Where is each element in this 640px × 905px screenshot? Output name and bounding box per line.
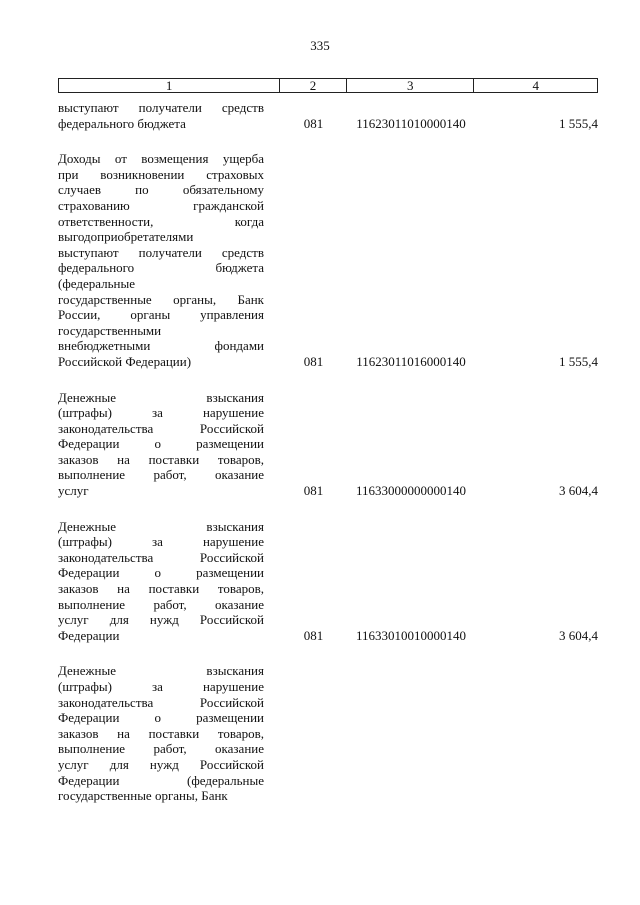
description-line: законодательства Российской — [58, 420, 264, 436]
row-description — [58, 663, 264, 803]
row-description — [58, 100, 264, 131]
description-line: государственные органы, Банк — [58, 788, 228, 804]
description-line: (штрафы) за нарушение — [58, 405, 264, 421]
description-line: выступают получатели средств — [58, 244, 264, 260]
description-line: Российской Федерации) — [58, 353, 192, 369]
description-line: выполнение работ, оказание — [58, 596, 264, 612]
admin-code-cell: 081 — [303, 483, 324, 499]
table-row — [58, 100, 598, 131]
description-line: заказов на поставки товаров, — [58, 725, 264, 741]
description-line: заказов на поставки товаров, — [58, 581, 264, 597]
description-line: при возникновении страховых — [58, 166, 264, 182]
row-description — [58, 519, 264, 644]
row-description — [58, 151, 264, 369]
description-line: выполнение работ, оказание — [58, 467, 264, 483]
header-col-1: 1 — [59, 79, 280, 92]
admin-code-cell: 081 — [303, 627, 324, 643]
header-col-4: 4 — [532, 78, 539, 93]
description-line: (федеральные — [58, 275, 135, 291]
description-line: ответственности, когда — [58, 213, 264, 229]
amount-cell: 3 604,4 — [559, 483, 598, 499]
table-row — [58, 151, 598, 369]
budget-code-cell: 11633010010000140 — [355, 627, 467, 643]
admin-code-cell: 081 — [303, 115, 324, 131]
description-line: государственными — [58, 322, 162, 338]
description-line: федерального бюджета — [58, 115, 186, 131]
description-line: Денежные взыскания — [58, 663, 264, 679]
page-number: 335 — [310, 38, 330, 53]
header-col-3: 3 — [347, 79, 475, 92]
description-line: Денежные взыскания — [58, 518, 264, 534]
amount-cell: 1 555,4 — [559, 115, 598, 131]
description-line: выполнение работ, оказание — [58, 741, 264, 757]
admin-code-cell: 081 — [303, 353, 324, 369]
description-line: Доходы от возмещения ущерба — [58, 151, 264, 167]
description-line: выступают получатели средств — [58, 100, 264, 115]
description-line: Федерации о размещении — [58, 565, 264, 581]
amount-cell: 1 555,4 — [559, 353, 598, 369]
description-line: Федерации (федеральные — [58, 772, 264, 788]
row-description — [58, 390, 264, 499]
table-header — [58, 78, 598, 93]
description-line: заказов на поставки товаров, — [58, 451, 264, 467]
description-line: (штрафы) за нарушение — [58, 679, 264, 694]
description-line: выгодоприобретателями — [58, 229, 194, 245]
table-row — [58, 519, 598, 644]
description-line: государственные органы, Банк — [58, 291, 264, 307]
description-line: Федерации о размещении — [58, 710, 264, 726]
description-line: федерального бюджета — [58, 260, 264, 276]
amount-cell: 3 604,4 — [559, 627, 598, 643]
description-line: Федерации — [58, 627, 120, 643]
budget-code-cell: 11633000000000140 — [355, 483, 467, 499]
budget-code-cell: 11623011010000140 — [356, 115, 466, 131]
description-line: (штрафы) за нарушение — [58, 534, 264, 550]
description-line: Федерации о размещении — [58, 436, 264, 452]
description-line: страхованию гражданской — [58, 197, 264, 213]
description-line: случаев по обязательному — [58, 182, 264, 198]
description-line: внебюджетными фондами — [58, 338, 264, 354]
description-line: законодательства Российской — [58, 694, 264, 710]
description-line: России, органы управления — [58, 307, 264, 323]
table-row — [58, 663, 598, 803]
description-line: услуг для нужд Российской — [58, 756, 264, 772]
description-line: Денежные взыскания — [58, 389, 264, 405]
budget-code-cell: 11623011016000140 — [356, 353, 466, 369]
table-row — [58, 390, 598, 499]
description-line: услуг для нужд Российской — [58, 612, 264, 628]
description-line: законодательства Российской — [58, 549, 264, 565]
table-body — [58, 100, 598, 824]
header-col-2: 2 — [280, 79, 347, 92]
description-line: услуг — [58, 483, 89, 499]
